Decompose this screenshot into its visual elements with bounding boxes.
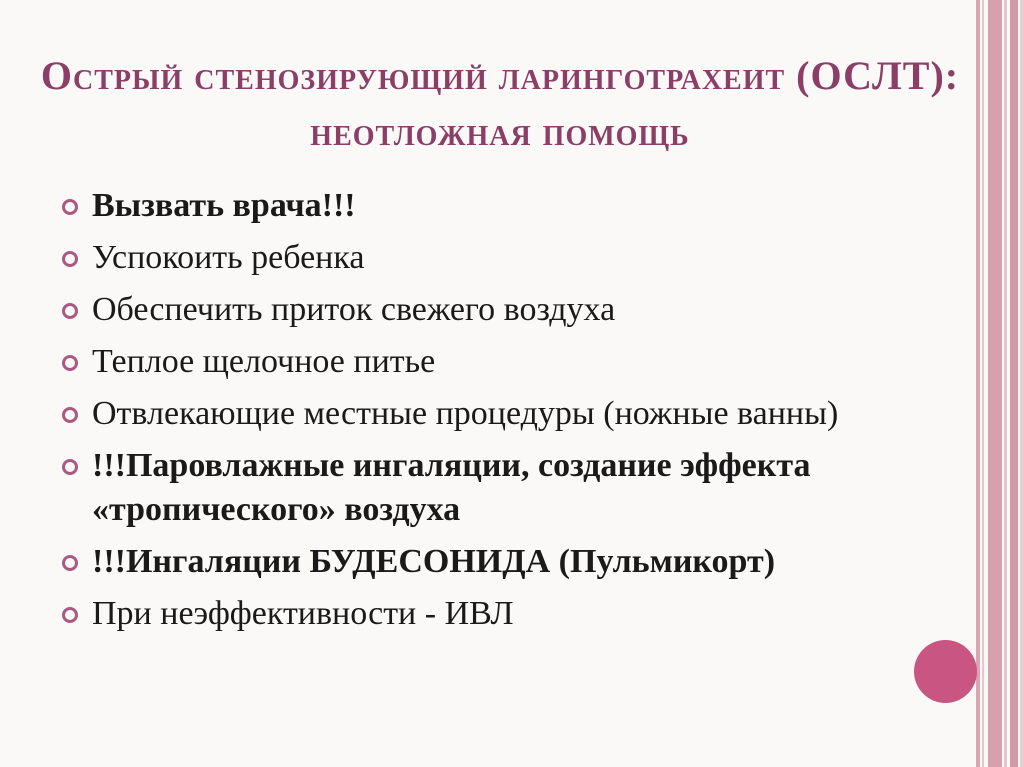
- ring-bullet-icon: [62, 251, 78, 267]
- list-item: [60, 592, 960, 636]
- list-item-text: !!!Паровлажные ингаляции, создание эффекта «тропического» воздуха: [92, 447, 811, 528]
- list-item-text: !!!Ингаляции БУДЕСОНИДА (Пульмикорт): [92, 543, 776, 580]
- ring-bullet-icon: [62, 303, 78, 319]
- stripe: [1010, 0, 1018, 767]
- list-item-text: Успокоить ребенка: [92, 239, 365, 276]
- ring-bullet-icon: [62, 459, 78, 475]
- decorative-stripes: [976, 0, 1024, 767]
- stripe: [976, 0, 980, 767]
- list-item-text: Теплое щелочное питье: [92, 343, 436, 380]
- decorative-circle: [914, 640, 977, 703]
- list-item: [60, 444, 960, 532]
- list-item-text: Обеспечить приток свежего воздуха: [92, 291, 616, 328]
- ring-bullet-icon: [62, 355, 78, 371]
- list-item: [60, 184, 960, 228]
- list-item-text: Отвлекающие местные процедуры (ножные ванны): [92, 395, 839, 432]
- list-item-text: При неэффективности - ИВЛ: [92, 595, 514, 632]
- ring-bullet-icon: [62, 407, 78, 423]
- list-item: [60, 540, 960, 584]
- list-item: [60, 288, 960, 332]
- stripe: [1020, 0, 1024, 767]
- list-item: [60, 236, 960, 280]
- list-item: [60, 392, 960, 436]
- stripe: [988, 0, 1002, 767]
- stripe: [1004, 0, 1007, 767]
- slide-title: Острый стенозирующий ларинготрахеит (ОСЛТ): неотложная помощь: [40, 53, 960, 154]
- ring-bullet-icon: [62, 199, 78, 215]
- list-item: [60, 340, 960, 384]
- ring-bullet-icon: [62, 555, 78, 571]
- list-item-text: Вызвать врача!!!: [92, 187, 356, 224]
- ring-bullet-icon: [62, 607, 78, 623]
- bullet-list: [60, 184, 960, 644]
- stripe: [982, 0, 984, 767]
